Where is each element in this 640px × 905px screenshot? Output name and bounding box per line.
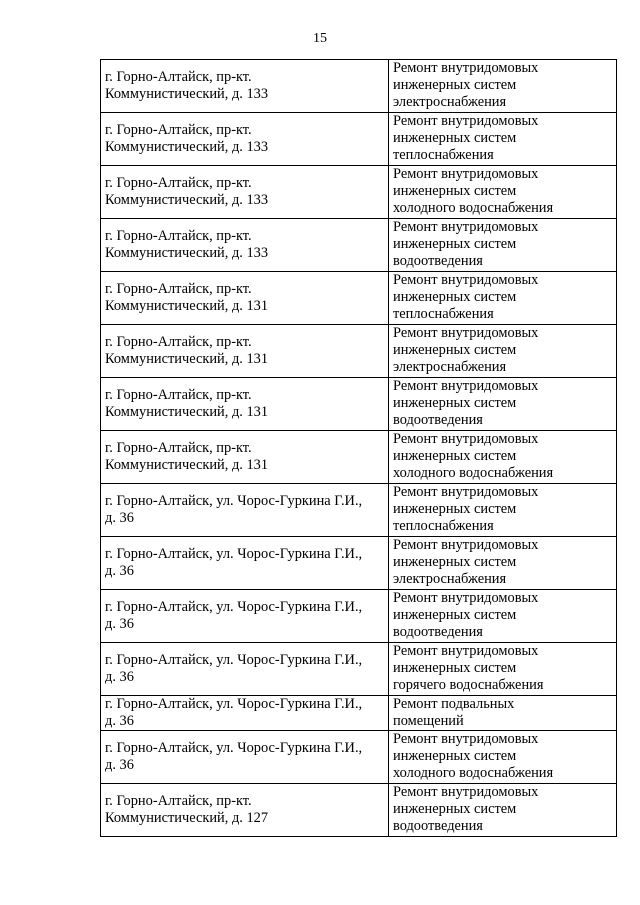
table-row (101, 431, 617, 484)
address-line: д. 36 (105, 616, 134, 632)
address-line: г. Горно-Алтайск, пр-кт. (105, 387, 252, 403)
address-line: г. Горно-Алтайск, ул. Чорос-Гуркина Г.И., (105, 652, 363, 668)
work-type-line: инженерных систем (393, 501, 517, 517)
work-type-cell (389, 590, 617, 643)
address-line: Коммунистический, д. 133 (105, 86, 269, 102)
address-line: Коммунистический, д. 131 (105, 457, 269, 473)
work-type-line: помещений (393, 713, 464, 729)
work-type-line: электроснабжения (393, 94, 507, 110)
work-type-line: инженерных систем (393, 748, 517, 764)
work-type-line: горячего водоснабжения (393, 677, 544, 693)
table-row (101, 590, 617, 643)
work-type-line: электроснабжения (393, 571, 507, 587)
address-line: Коммунистический, д. 133 (105, 192, 269, 208)
address-cell (101, 590, 389, 643)
work-type-line: инженерных систем (393, 448, 517, 464)
work-type-line: холодного водоснабжения (393, 465, 554, 481)
address-line: г. Горно-Алтайск, пр-кт. (105, 69, 252, 85)
work-type-line: инженерных систем (393, 554, 517, 570)
work-type-line: водоотведения (393, 818, 483, 834)
work-type-cell (389, 219, 617, 272)
table-row (101, 731, 617, 784)
work-type-cell (389, 113, 617, 166)
address-cell (101, 431, 389, 484)
address-cell (101, 60, 389, 113)
address-cell (101, 484, 389, 537)
work-type-cell (389, 643, 617, 696)
work-type-cell (389, 431, 617, 484)
address-cell (101, 784, 389, 837)
address-line: Коммунистический, д. 131 (105, 404, 269, 420)
work-type-line: инженерных систем (393, 342, 517, 358)
address-line: д. 36 (105, 713, 134, 729)
address-line: г. Горно-Алтайск, ул. Чорос-Гуркина Г.И., (105, 696, 363, 712)
table-row (101, 113, 617, 166)
address-line: г. Горно-Алтайск, пр-кт. (105, 440, 252, 456)
work-type-line: инженерных систем (393, 289, 517, 305)
work-type-line: инженерных систем (393, 130, 517, 146)
address-line: г. Горно-Алтайск, пр-кт. (105, 228, 252, 244)
work-type-line: Ремонт внутридомовых (393, 731, 539, 747)
page-number: 15 (313, 31, 327, 46)
work-type-cell (389, 484, 617, 537)
address-line: г. Горно-Алтайск, ул. Чорос-Гуркина Г.И., (105, 493, 363, 509)
address-cell (101, 696, 389, 731)
work-type-line: теплоснабжения (393, 306, 494, 322)
address-cell (101, 378, 389, 431)
address-cell (101, 272, 389, 325)
work-type-line: водоотведения (393, 624, 483, 640)
work-type-line: Ремонт внутридомовых (393, 784, 539, 800)
work-type-line: Ремонт внутридомовых (393, 643, 539, 659)
work-type-line: Ремонт внутридомовых (393, 219, 539, 235)
table-row (101, 60, 617, 113)
address-line: Коммунистический, д. 127 (105, 810, 269, 826)
address-line: д. 36 (105, 669, 134, 685)
work-type-line: инженерных систем (393, 77, 517, 93)
address-line: г. Горно-Алтайск, пр-кт. (105, 175, 252, 191)
works-table-body (101, 60, 617, 837)
table-row (101, 484, 617, 537)
work-type-line: теплоснабжения (393, 518, 494, 534)
table-row (101, 537, 617, 590)
table-row (101, 378, 617, 431)
address-line: Коммунистический, д. 131 (105, 351, 269, 367)
address-line: Коммунистический, д. 131 (105, 298, 269, 314)
work-type-line: инженерных систем (393, 236, 517, 252)
work-type-cell (389, 537, 617, 590)
work-type-line: инженерных систем (393, 660, 517, 676)
work-type-line: Ремонт внутридомовых (393, 272, 539, 288)
address-cell (101, 325, 389, 378)
work-type-line: Ремонт внутридомовых (393, 431, 539, 447)
work-type-line: теплоснабжения (393, 147, 494, 163)
work-type-line: Ремонт внутридомовых (393, 325, 539, 341)
address-line: г. Горно-Алтайск, пр-кт. (105, 334, 252, 350)
address-line: д. 36 (105, 510, 134, 526)
work-type-line: Ремонт внутридомовых (393, 166, 539, 182)
work-type-line: Ремонт внутридомовых (393, 537, 539, 553)
address-cell (101, 166, 389, 219)
address-cell (101, 643, 389, 696)
work-type-cell (389, 325, 617, 378)
work-type-cell (389, 696, 617, 731)
table-row (101, 166, 617, 219)
table-row (101, 272, 617, 325)
work-type-cell (389, 166, 617, 219)
work-type-line: электроснабжения (393, 359, 507, 375)
address-line: г. Горно-Алтайск, ул. Чорос-Гуркина Г.И., (105, 740, 363, 756)
work-type-cell (389, 272, 617, 325)
address-line: г. Горно-Алтайск, ул. Чорос-Гуркина Г.И., (105, 546, 363, 562)
address-line: г. Горно-Алтайск, пр-кт. (105, 793, 252, 809)
works-table (100, 59, 617, 837)
work-type-line: инженерных систем (393, 801, 517, 817)
work-type-line: Ремонт внутридомовых (393, 60, 539, 76)
work-type-line: водоотведения (393, 253, 483, 269)
address-line: д. 36 (105, 757, 134, 773)
address-cell (101, 731, 389, 784)
work-type-line: инженерных систем (393, 607, 517, 623)
address-cell (101, 113, 389, 166)
address-line: г. Горно-Алтайск, ул. Чорос-Гуркина Г.И., (105, 599, 363, 615)
work-type-line: водоотведения (393, 412, 483, 428)
work-type-line: Ремонт подвальных (393, 696, 515, 712)
table-row (101, 643, 617, 696)
address-line: Коммунистический, д. 133 (105, 245, 269, 261)
work-type-line: инженерных систем (393, 183, 517, 199)
work-type-line: Ремонт внутридомовых (393, 378, 539, 394)
address-cell (101, 219, 389, 272)
table-row (101, 784, 617, 837)
work-type-cell (389, 378, 617, 431)
work-type-line: Ремонт внутридомовых (393, 590, 539, 606)
address-cell (101, 537, 389, 590)
work-type-line: Ремонт внутридомовых (393, 113, 539, 129)
work-type-cell (389, 60, 617, 113)
work-type-cell (389, 784, 617, 837)
work-type-cell (389, 731, 617, 784)
table-row (101, 696, 617, 731)
work-type-line: инженерных систем (393, 395, 517, 411)
address-line: г. Горно-Алтайск, пр-кт. (105, 122, 252, 138)
work-type-line: Ремонт внутридомовых (393, 484, 539, 500)
table-row (101, 325, 617, 378)
work-type-line: холодного водоснабжения (393, 765, 554, 781)
work-type-line: холодного водоснабжения (393, 200, 554, 216)
table-row (101, 219, 617, 272)
address-line: Коммунистический, д. 133 (105, 139, 269, 155)
address-line: г. Горно-Алтайск, пр-кт. (105, 281, 252, 297)
address-line: д. 36 (105, 563, 134, 579)
